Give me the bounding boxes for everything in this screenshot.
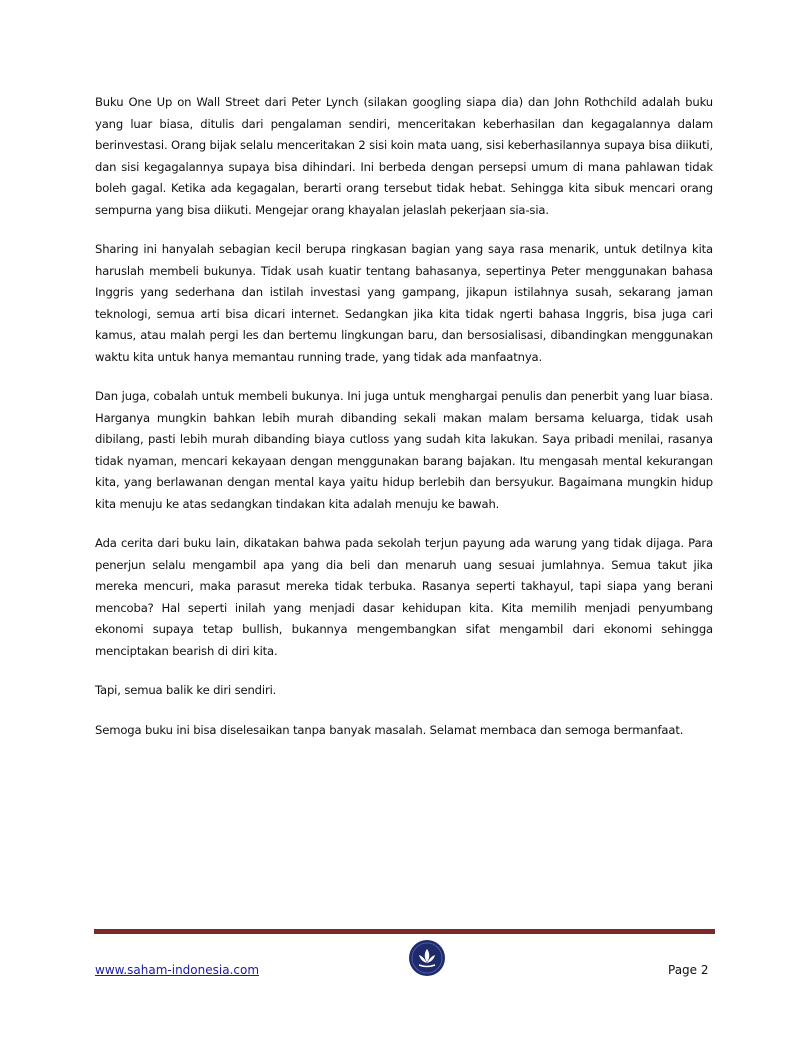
page-number: Page 2 [668, 963, 709, 977]
lotus-emblem-icon [408, 939, 446, 977]
paragraph-1: Buku One Up on Wall Street dari Peter Lynch (silakan googling siapa dia) dan John Rothchild adalah buku yang luar biasa, ditulis dari pengalaman sendiri, menceritakan keberhasilan dan kegagalannya dalam berinvestasi. Orang bijak selalu menceritakan 2 sisi koin mata uang, sisi keberhasilannya supaya bisa diikuti, dan sisi kegagalannya supaya bisa dihindari. Ini berbeda dengan persepsi umum di mana pahlawan tidak boleh gagal. Ketika ada kegagalan, berarti orang tersebut tidak hebat. Sehingga kita sibuk mencari orang sempurna yang bisa diikuti. Mengejar orang khayalan jelaslah pekerjaan sia-sia. [95, 95, 713, 217]
paragraph-4: Ada cerita dari buku lain, dikatakan bahwa pada sekolah terjun payung ada warung yang tidak dijaga. Para penerjun selalu mengambil apa yang dia beli dan menaruh uang sesuai jumlahnya. Semua takut jika mereka mencuri, maka parasut mereka tidak terbuka. Rasanya seperti takhayul, tapi siapa yang berani mencoba? Hal seperti inilah yang menjadi dasar kehidupan kita. Kita memilih menjadi penyumbang ekonomi supaya tetap bullish, bukannya mengembangkan sifat mengambil dari ekonomi sehingga menciptakan bearish di diri kita. [95, 536, 713, 658]
body-text [95, 92, 713, 759]
paragraph-5: Tapi, semua balik ke diri sendiri. [95, 683, 277, 697]
paragraph-3: Dan juga, cobalah untuk membeli bukunya. Ini juga untuk menghargai penulis dan penerbit yang luar biasa. Harganya mungkin bahkan lebih murah dibanding sekali makan malam bersama keluarga, tidak usah dibilang, pasti lebih murah dibanding biaya cutloss yang sudah kita lakukan. Saya pribadi menilai, rasanya tidak nyaman, mencari kekayaan dengan menggunakan barang bajakan. Itu mengasah mental kekurangan kita, yang berlawanan dengan mental kaya yaitu hidup berlebih dan bersyukur. Bagaimana mungkin hidup kita menuju ke atas sedangkan tindakan kita adalah menuju ke bawah. [95, 389, 713, 511]
footer-divider [94, 929, 715, 934]
website-link[interactable]: www.saham-indonesia.com [95, 963, 260, 977]
paragraph-6: Semoga buku ini bisa diselesaikan tanpa banyak masalah. Selamat membaca dan semoga bermanfaat. [95, 722, 684, 737]
paragraph-2: Sharing ini hanyalah sebagian kecil berupa ringkasan bagian yang saya rasa menarik, untuk detilnya kita haruslah membeli bukunya. Tidak usah kuatir tentang bahasanya, sepertinya Peter menggunakan bahasa Inggris yang sederhana dan istilah investasi yang gampang, jikapun istilahnya susah, sekarang jaman teknologi, semua arti bisa dicari internet. Sedangkan jika kita tidak ngerti bahasa Inggris, bisa juga cari kamus, atau malah pergi les dan bertemu lingkungan baru, dan bersosialisasi, dibandingkan menggunakan waktu kita untuk hanya memantau running trade, yang tidak ada manfaatnya. [95, 242, 713, 364]
